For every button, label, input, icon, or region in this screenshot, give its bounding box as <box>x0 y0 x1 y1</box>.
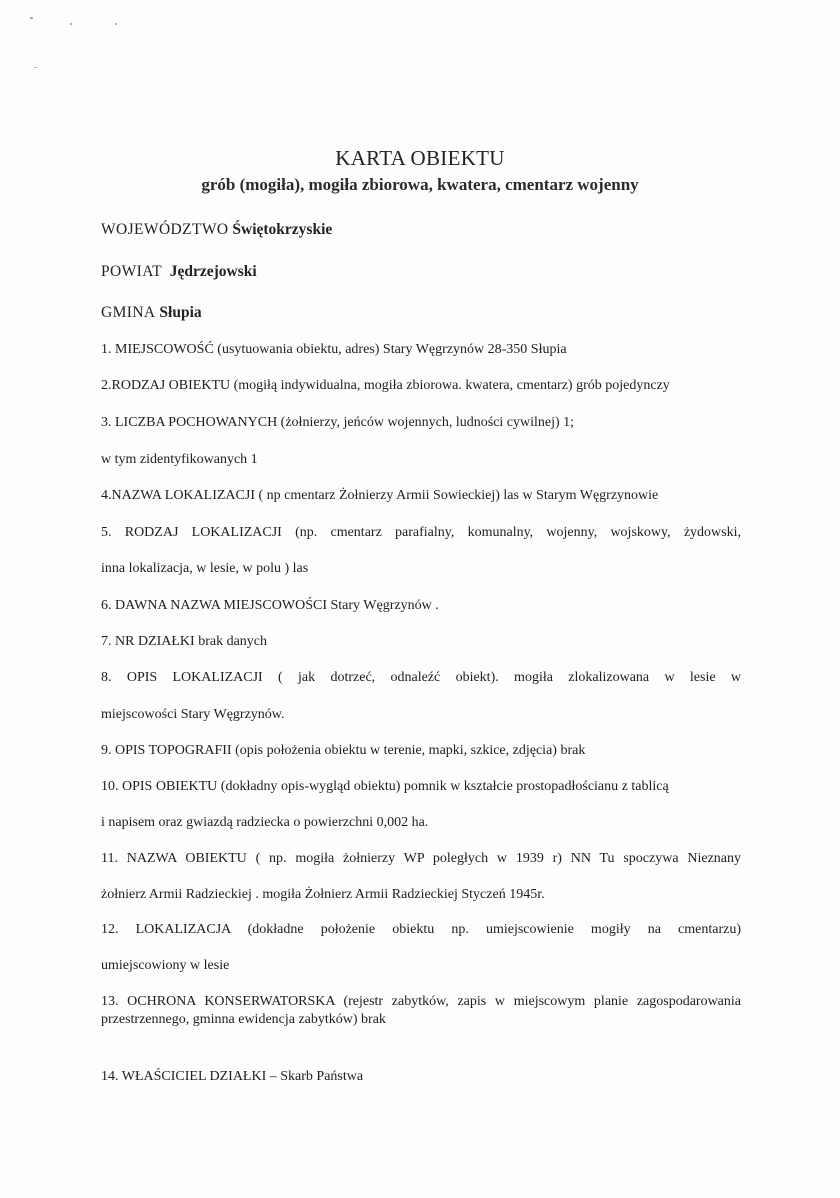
field-12-lokalizacja-cont: umiejscowiony w lesie <box>101 958 230 973</box>
field-14-wlasciciel-dzialki: 14. WŁAŚCICIEL DZIAŁKI – Skarb Państwa <box>101 1069 364 1084</box>
scan-speck <box>115 23 117 25</box>
field-5-rodzaj-lokalizacji: 5. RODZAJ LOKALIZACJI (np. cmentarz parafialny, komunalny, wojenny, wojskowy, żydowski, <box>101 525 741 540</box>
field-4-nazwa-lokalizacji: 4.NAZWA LOKALIZACJI ( np cmentarz Żołnierzy Armii Sowieckiej) las w Starym Węgrzynowie <box>101 488 659 503</box>
field-8-opis-lokalizacji: 8. OPIS LOKALIZACJI ( jak dotrzeć, odnaleźć obiekt). mogiła zlokalizowana w lesie w <box>101 670 741 685</box>
gmina-label: GMINA <box>101 304 156 321</box>
field-1-miejscowosc: 1. MIEJSCOWOŚĆ (usytuowania obiektu, adres) Stary Węgrzynów 28-350 Słupia <box>101 342 567 357</box>
field-10-opis-obiektu-cont: i napisem oraz gwiazdą radziecka o powierzchni 0,002 ha. <box>101 815 429 830</box>
gmina-row <box>101 304 202 322</box>
field-11-nazwa-obiektu: 11. NAZWA OBIEKTU ( np. mogiła żołnierzy WP poległych w 1939 r) NN Tu spoczywa Nieznany <box>101 851 741 866</box>
powiat-value: Jędrzejowski <box>169 263 257 280</box>
field-10-opis-obiektu: 10. OPIS OBIEKTU (dokładny opis-wygląd obiektu) pomnik w kształcie prostopadłościanu z tablicą <box>101 779 669 794</box>
document-subtitle: grób (mogiła), mogiła zbiorowa, kwatera, cmentarz wojenny <box>201 175 639 194</box>
field-3-zidentyfikowanych: w tym zidentyfikowanych 1 <box>101 452 258 467</box>
scan-speck <box>70 23 72 25</box>
wojewodztwo-label: WOJEWÓDZTWO <box>101 221 229 238</box>
scan-speck <box>30 17 33 19</box>
gmina-value: Słupia <box>159 304 202 321</box>
field-2-rodzaj-obiektu: 2.RODZAJ OBIEKTU (mogiłą indywidualna, mogiła zbiorowa. kwatera, cmentarz) grób pojedynczy <box>101 378 670 393</box>
powiat-label: POWIAT <box>101 263 162 280</box>
field-6-dawna-nazwa: 6. DAWNA NAZWA MIEJSCOWOŚCI Stary Węgrzynów . <box>101 598 439 613</box>
scan-speck <box>34 67 37 68</box>
powiat-row <box>101 263 257 281</box>
field-12-lokalizacja: 12. LOKALIZACJA (dokładne położenie obiektu np. umiejscowienie mogiły na cmentarzu) <box>101 922 741 937</box>
field-13-ochrona-konserwatorska: 13. OCHRONA KONSERWATORSKA (rejestr zabytków, zapis w miejscowym planie zagospodarowania przestrzennego, gminna ewidencja zabytków) brak <box>101 994 741 1027</box>
field-5-rodzaj-lokalizacji-cont: inna lokalizacja, w lesie, w polu ) las <box>101 561 309 576</box>
field-11-nazwa-obiektu-cont: żołnierz Armii Radzieckiej . mogiła Żołnierz Armii Radzieckiej Styczeń 1945r. <box>101 887 545 902</box>
field-3-liczba-pochowanych: 3. LICZBA POCHOWANYCH (żołnierzy, jeńców wojennych, ludności cywilnej) 1; <box>101 415 575 430</box>
document-title: KARTA OBIEKTU <box>335 146 505 170</box>
field-7-nr-dzialki: 7. NR DZIAŁKI brak danych <box>101 634 268 649</box>
wojewodztwo-row <box>101 221 332 239</box>
field-8-opis-lokalizacji-cont: miejscowości Stary Węgrzynów. <box>101 707 285 722</box>
wojewodztwo-value: Świętokrzyskie <box>232 221 333 238</box>
field-9-opis-topografii: 9. OPIS TOPOGRAFII (opis położenia obiektu w terenie, mapki, szkice, zdjęcia) brak <box>101 743 586 758</box>
